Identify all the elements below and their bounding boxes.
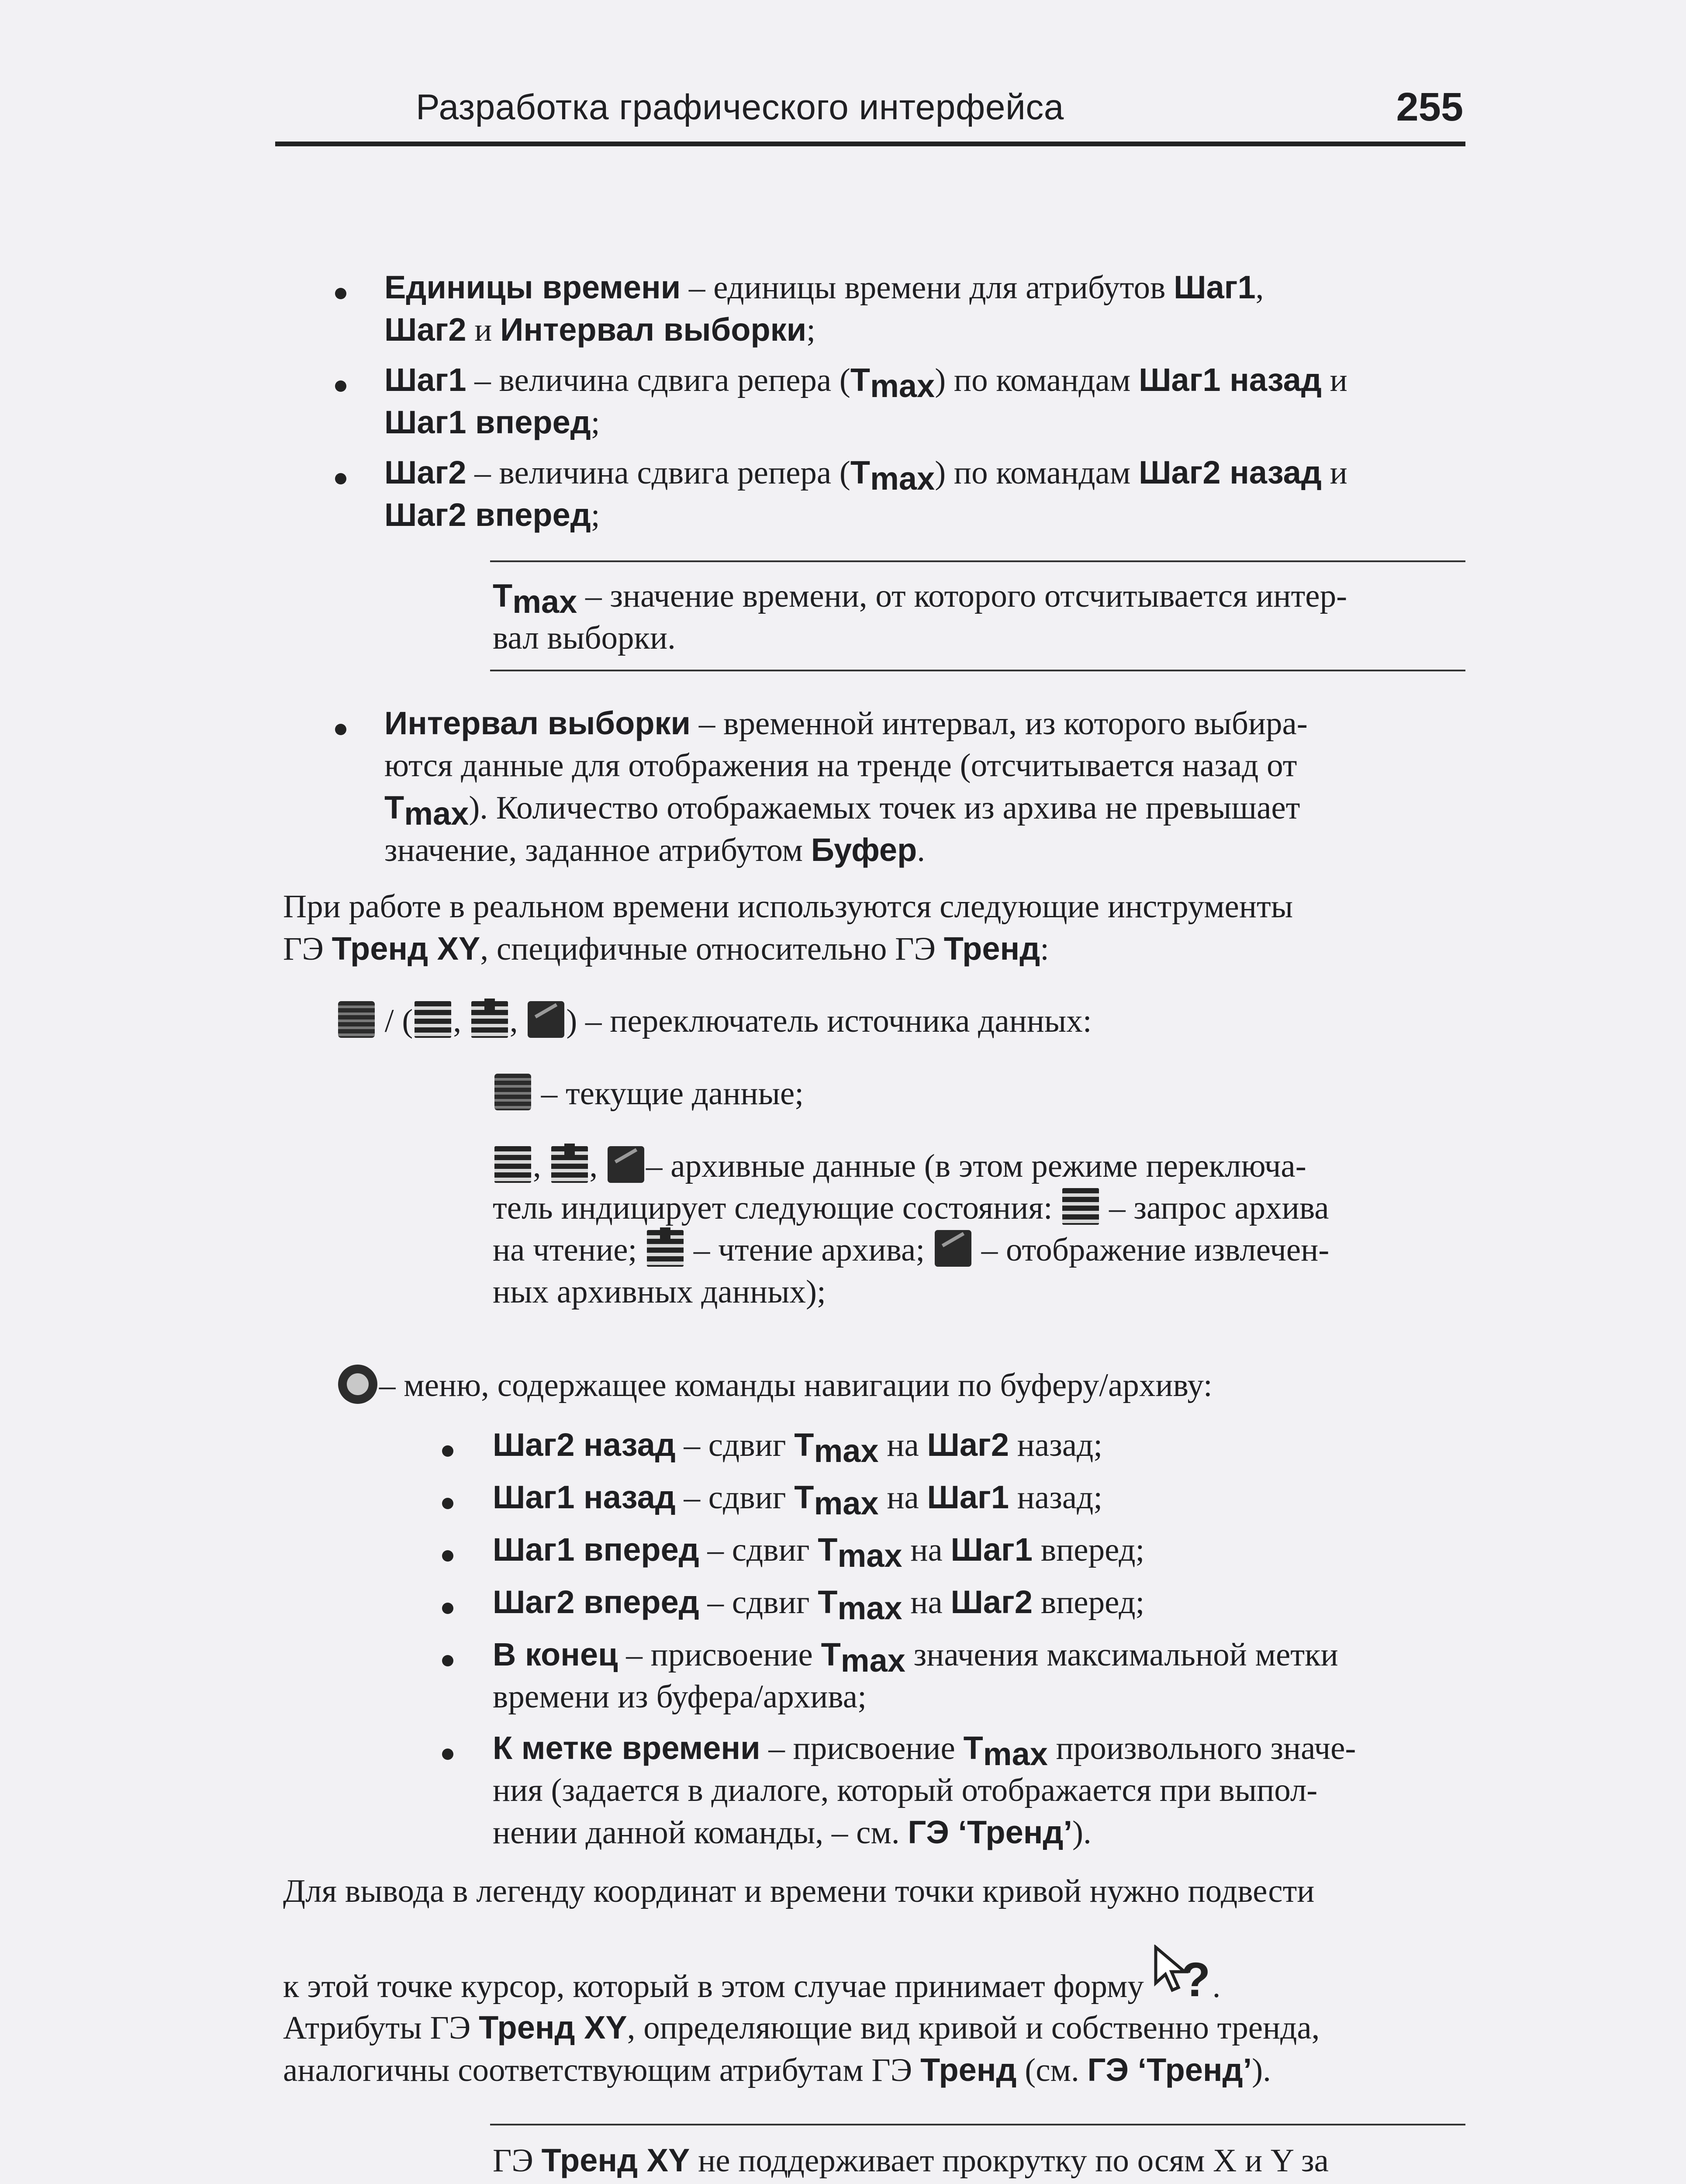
bullet-step2: Шаг2 – величина сдвига репера $(T_{max})$ по командам Шаг2 назад и Шаг2 вперед; <box>384 454 1347 533</box>
archive-show-icon <box>608 1146 644 1183</box>
note-scroll-limits: ГЭ Тренд XY не поддерживает прокрутку по осям X и Y за <box>493 2142 1329 2179</box>
bullet-time-units: Единицы времени – единицы времени для атрибутов Шаг1, Шаг2 и Интервал выборки; <box>384 269 1264 348</box>
archive-show-icon <box>935 1230 971 1267</box>
menu-item-step1-back: Шаг1 назад – сдвиг $T_{max}$ на Шаг1 назад; <box>493 1479 1103 1521</box>
menu-item-step2-forward: Шаг2 вперед – сдвиг $T_{max}$ на Шаг2 вперед; <box>493 1584 1145 1626</box>
archive-read-icon <box>647 1230 684 1267</box>
bullet-dot <box>442 1550 453 1562</box>
running-header-title: Разработка графического интерфейса <box>416 87 1064 127</box>
note-rule-top <box>490 560 1465 562</box>
current-data-item: – текущие данные; <box>493 1073 1462 1115</box>
note-rule-top <box>490 2124 1465 2125</box>
bullet-step1: Шаг1 – величина сдвига репера $(T_{max})$ по командам Шаг1 назад и Шаг1 вперед; <box>384 362 1347 441</box>
archive-data-item: , , – архивные данные (в этом режиме переключа- тель индицирует следующие состояния: – запрос архива на чтение; – чтение архива; – отображение извлечен- ных архивных данных); <box>493 1145 1463 1313</box>
archive-list-icon <box>494 1146 531 1183</box>
bullet-dot <box>335 380 346 392</box>
paragraph-realtime: При работе в реальном времени используются следующие инструменты ГЭ Тренд XY, специфичные относительно ГЭ Тренд: <box>283 888 1293 967</box>
paragraph-trend-attributes: Атрибуты ГЭ Тренд XY, определяющие вид кривой и собственно тренда, аналогичны соответствующим атрибутам ГЭ Тренд (см. ГЭ ‘Тренд’). <box>283 2009 1320 2088</box>
archive-show-icon <box>528 1001 564 1038</box>
cursor-question-icon <box>1154 1945 1211 2006</box>
navigation-menu-intro: – меню, содержащее команды навигации по буферу/архиву: <box>336 1365 1463 1406</box>
menu-item-to-timestamp: К метке времени – присвоение $T_{max}$ произвольного значе- ния (задается в диалоге, который отображается при выпол- нении данной команды, – см. ГЭ ‘Тренд’). <box>493 1730 1356 1851</box>
menu-item-to-end: В конец – присвоение $T_{max}$ значения максимальной метки времени из буфера/архива; <box>493 1636 1338 1715</box>
bullet-dot <box>335 724 346 735</box>
bullet-dot <box>335 288 346 299</box>
menu-item-step2-back: Шаг2 назад – сдвиг $T_{max}$ на Шаг2 назад; <box>493 1427 1103 1469</box>
bullet-dot <box>442 1603 453 1614</box>
bullet-interval: Интервал выборки – временной интервал, из которого выбира- ются данные для отображения на тренде (отсчитывается назад от $T_{max}$). Количество отображаемых точек из архива не превышает значение, заданное атрибутом Буфер. <box>384 705 1308 868</box>
archive-list-icon <box>415 1001 451 1038</box>
note-tmax: $T_{max}$ – значение времени, от которого отсчитывается интер- вал выборки. <box>493 577 1347 656</box>
database-icon <box>494 1074 531 1110</box>
menu-item-step1-forward: Шаг1 вперед – сдвиг $T_{max}$ на Шаг1 вперед; <box>493 1531 1145 1574</box>
archive-list-icon <box>1062 1188 1099 1225</box>
bullet-dot <box>442 1498 453 1509</box>
archive-read-icon <box>471 1001 508 1038</box>
archive-read-icon <box>551 1146 588 1183</box>
bullet-dot <box>442 1445 453 1457</box>
bullet-dot <box>442 1655 453 1666</box>
bullet-dot <box>442 1749 453 1760</box>
database-icon <box>338 1001 375 1038</box>
header-rule <box>275 142 1465 146</box>
data-source-switcher: / ( , , ) – переключатель источника данных: <box>336 1000 1463 1042</box>
page-number: 255 <box>1396 85 1463 129</box>
clock-menu-icon <box>338 1365 377 1404</box>
bullet-dot <box>335 473 346 484</box>
svg-text:?: ? <box>1181 1953 1210 2006</box>
note-rule-bottom <box>490 670 1465 671</box>
paragraph-legend-cursor: Для вывода в легенду координат и времени точки кривой нужно подвести <box>283 1873 1315 1909</box>
paragraph-legend-cursor-line2: к этой точке курсор, который в этом случае принимает форму ? . <box>283 1945 1462 2008</box>
